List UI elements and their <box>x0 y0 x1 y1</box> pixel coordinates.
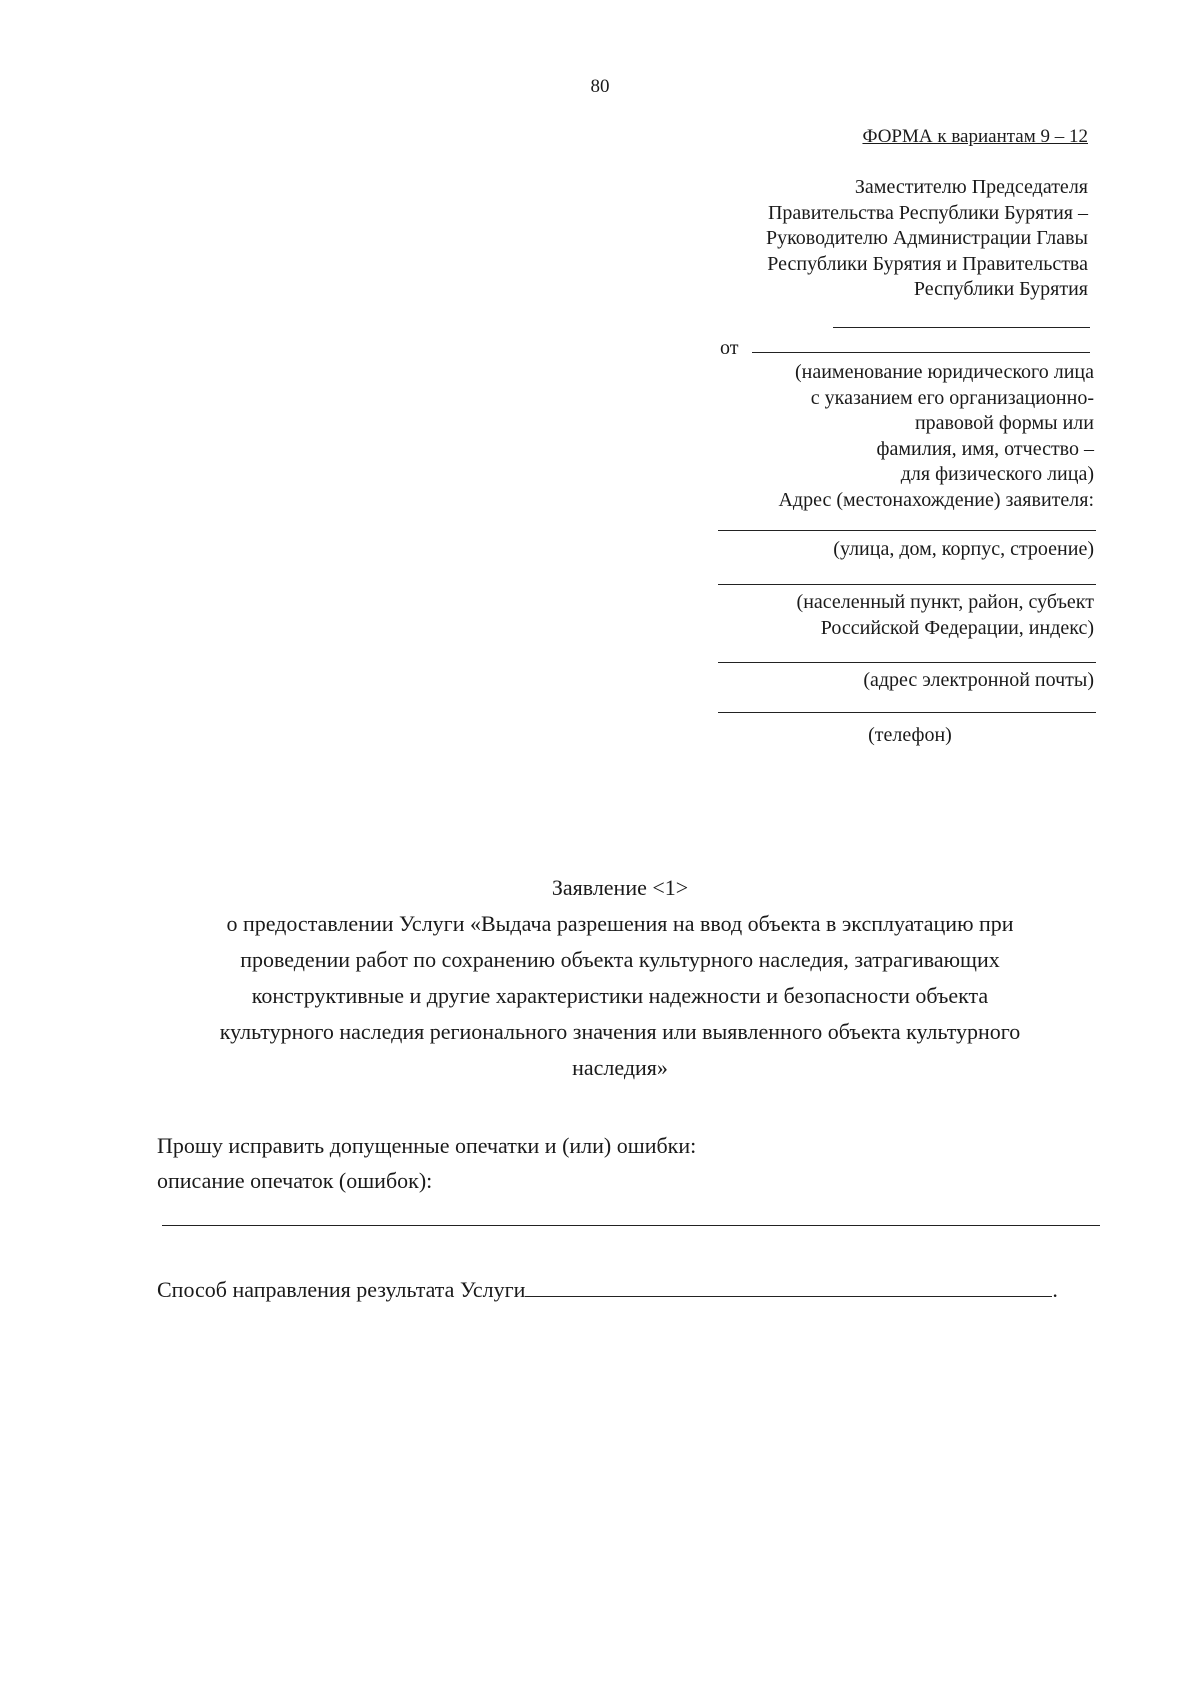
locality-caption <box>797 590 1094 641</box>
phone-caption: (телефон) <box>868 724 952 746</box>
caption-line: Российской Федерации, индекс) <box>820 616 1094 639</box>
email-line[interactable] <box>718 662 1096 663</box>
caption-line: с указанием его организационно- <box>810 386 1094 409</box>
method-row <box>157 1276 1058 1303</box>
addressee-line: Республики Бурятия и Правительства <box>767 252 1088 275</box>
caption-line: правовой формы или <box>914 412 1094 434</box>
statement-subtitle-line: наследия» <box>572 1055 668 1080</box>
statement-subtitle-line: о предоставлении Услуги «Выдача разрешения на ввод объекта в эксплуатацию при <box>226 911 1014 936</box>
description-line[interactable] <box>162 1225 1100 1226</box>
page-number: 80 <box>590 76 610 97</box>
method-blank-line[interactable] <box>525 1276 1052 1297</box>
locality-line[interactable] <box>718 584 1096 585</box>
method-terminator: . <box>1052 1277 1058 1302</box>
description-label: описание опечаток (ошибок): <box>157 1168 433 1193</box>
form-label: ФОРМА к вариантам 9 – 12 <box>862 126 1088 147</box>
addressee-line: Заместителю Председателя <box>854 176 1088 198</box>
email-caption: (адрес электронной почты) <box>863 669 1094 691</box>
from-label: от <box>720 337 739 359</box>
addressee-blank-line[interactable] <box>833 327 1090 328</box>
applicant-name-line[interactable] <box>752 352 1090 353</box>
statement-subtitle-line: культурного наследия регионального значения или выявленного объекта культурного <box>219 1019 1021 1044</box>
caption-line: (наименование юридического лица <box>794 361 1094 383</box>
addressee-line: Республики Бурятия <box>913 278 1088 300</box>
phone-line[interactable] <box>718 712 1096 713</box>
applicant-name-caption <box>795 360 1094 488</box>
request-text: Прошу исправить допущенные опечатки и (или) ошибки: <box>157 1133 697 1158</box>
caption-line: фамилия, имя, отчество – <box>876 437 1094 460</box>
statement-subtitle-line: конструктивные и другие характеристики надежности и безопасности объекта <box>251 983 989 1008</box>
addressee-block <box>668 175 1088 303</box>
street-caption: (улица, дом, корпус, строение) <box>833 538 1094 560</box>
statement-title: Заявление <1> <box>551 875 689 900</box>
address-heading: Адрес (местонахождение) заявителя: <box>778 489 1094 511</box>
addressee-line: Руководителю Администрации Главы <box>765 227 1088 249</box>
street-line[interactable] <box>718 530 1096 531</box>
caption-line: (населенный пункт, район, субъект <box>796 591 1094 613</box>
statement-title-block <box>150 870 1090 1086</box>
statement-subtitle-line: проведении работ по сохранению объекта культурного наследия, затрагивающих <box>240 947 1000 972</box>
addressee-line: Правительства Республики Бурятия – <box>767 201 1088 224</box>
method-label: Способ направления результата Услуги <box>157 1277 526 1302</box>
caption-line: для физического лица) <box>900 463 1094 485</box>
